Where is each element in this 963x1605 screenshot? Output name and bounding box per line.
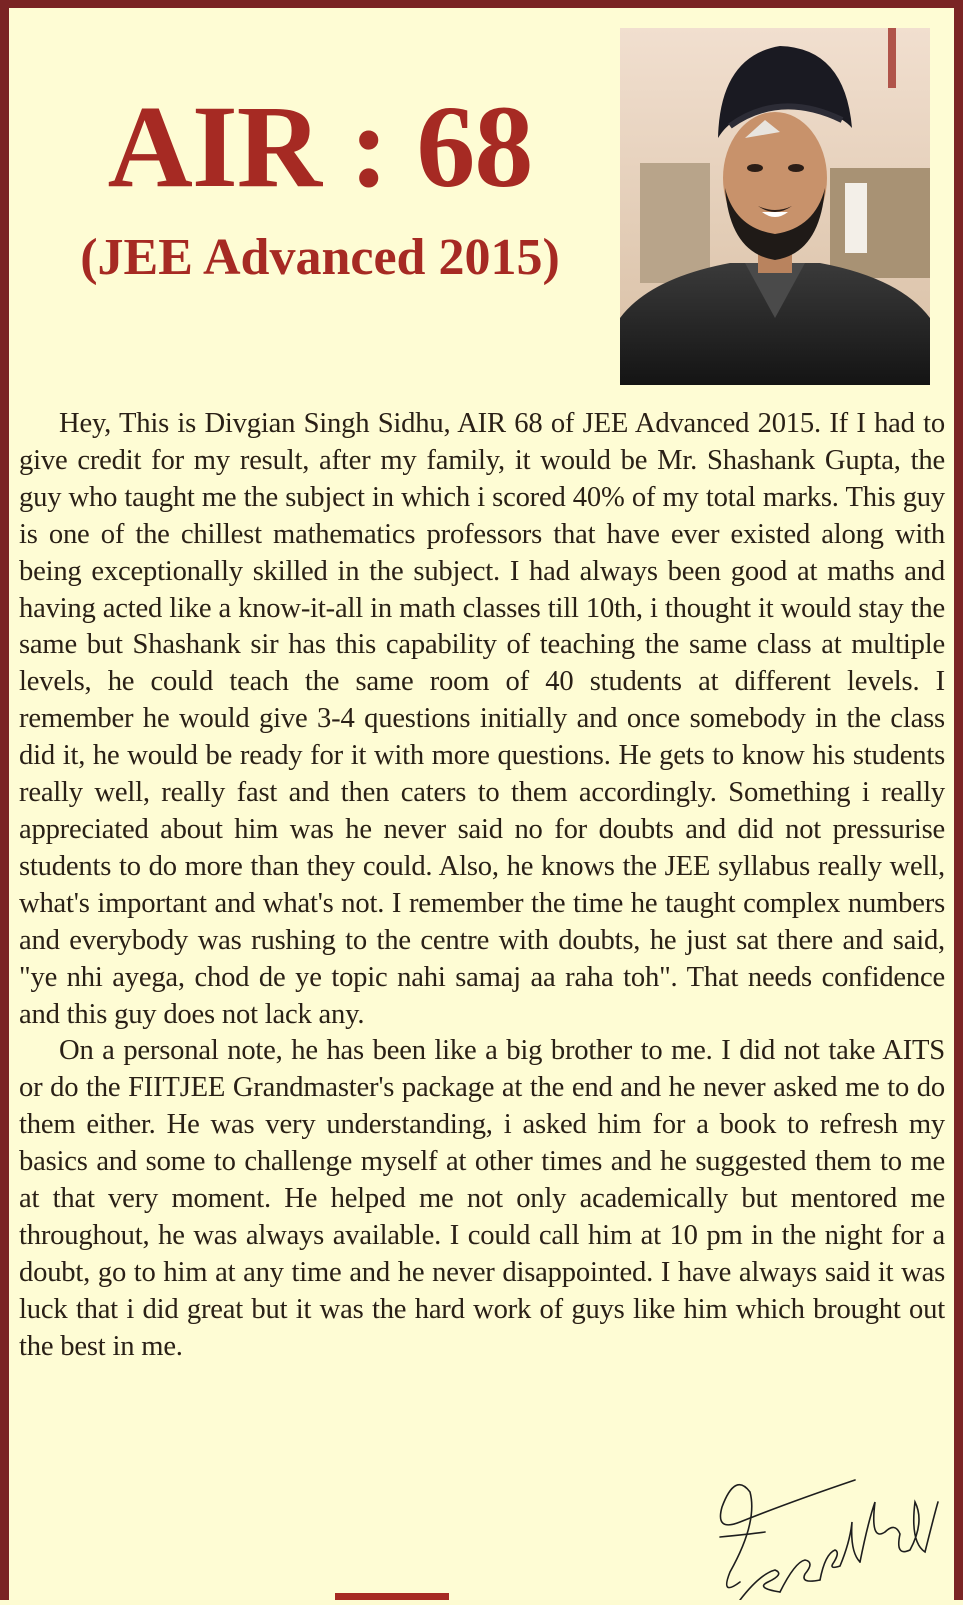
student-photo — [620, 28, 930, 385]
testimonial-paragraph-2: On a personal note, he has been like a big brother to me. I did not take AITS or do the FIITJEE Grandmaster's package at the end and he never asked me to do them either. He was very understanding, i asked him for a book to refresh my basics and some to challenge myself at other times and he suggested them to me at that very moment. He helped me not only academically but mentored me throughout, he was always available. I could call him at 10 pm in the night for a doubt, go to him at any time and he never disappointed. I have always said it was luck that i did great but it was the hard work of guys like him which brought out the best in me. — [19, 1035, 945, 1362]
bottom-accent-bar — [335, 1593, 449, 1600]
handwritten-signature — [710, 1462, 940, 1600]
testimonial-paragraph-1: Hey, This is Divgian Singh Sidhu, AIR 68 of JEE Advanced 2015. If I had to give credit for my result, after my family, it would be Mr. Shashank Gupta, the guy who taught me the subject in which i scored 40% of my total marks. This guy is one of the chillest mathematics professors that have ever existed along with being exceptionally skilled in the subject. I had always been good at maths and having acted like a know-it-all in math classes till 10th, i thought it would stay the same but Shashank sir has this capability of teaching the same class at multiple levels, he could teach the same room of 40 students at different levels. I remember he would give 3-4 questions initially and once somebody in the class did it, he would be ready for it with more questions. He gets to know his students really well, really fast and then caters to them accordingly. Something i really appreciated about him was he never said no for doubts and did not pressurise students to do more than they could. Also, he knows the JEE syllabus really well, what's important and what's not. I remember the time he taught complex numbers and everybody was rushing to the centre with doubts, he just sat there and said, "ye nhi ayega, chod de ye topic nahi samaj aa raha toh". That needs confidence and this guy does not lack any. — [19, 408, 945, 1030]
testimonial-body — [19, 406, 945, 1366]
rank-headline: AIR : 68 — [107, 81, 533, 212]
exam-subheadline: (JEE Advanced 2015) — [80, 229, 560, 286]
